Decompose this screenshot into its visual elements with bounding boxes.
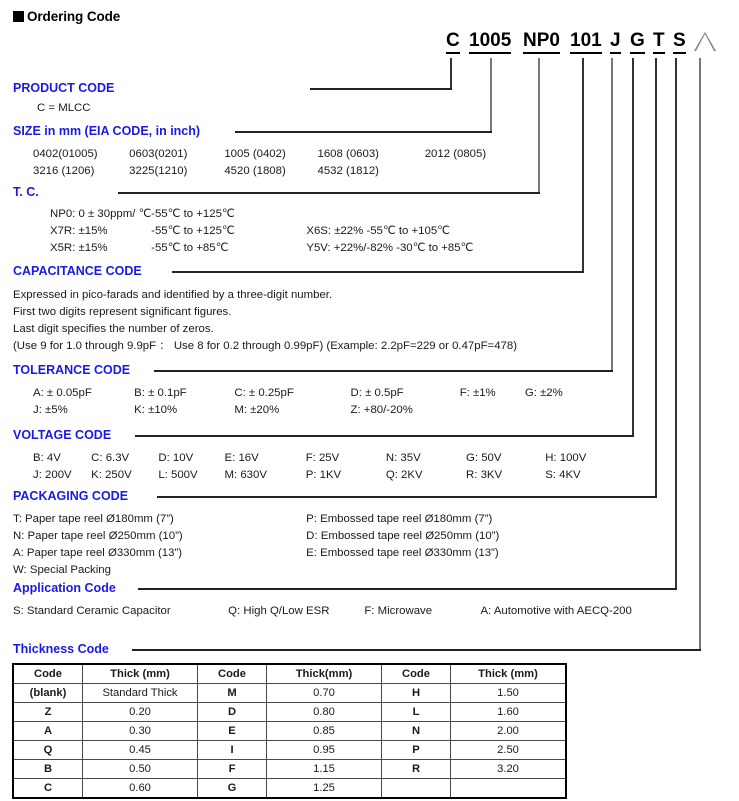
voltage-cell: G: 50V	[466, 452, 502, 464]
tolerance-cell: M: ±20%	[234, 404, 280, 416]
bullet-square-icon	[13, 11, 24, 22]
packaging-cell: D: Embossed tape reel Ø250mm (10”)	[306, 530, 500, 542]
section-heading-application-code: Application Code	[13, 581, 116, 595]
part-segment-voltage: G	[630, 30, 645, 54]
tolerance-cell: D: ± 0.5pF	[350, 387, 404, 399]
capacitance-line: Expressed in pico-farads and identified by a three-digit number.	[13, 289, 333, 301]
leader-run-thickness	[132, 649, 701, 651]
table-cell-thick: 0.70	[267, 684, 382, 703]
tc-cell: X5R: ±15%	[50, 242, 108, 254]
leader-run-application	[138, 588, 677, 590]
voltage-cell: N: 35V	[385, 452, 421, 464]
leader-drop-application	[675, 58, 677, 590]
voltage-cell: J: 200V	[33, 469, 72, 481]
table-header-row	[13, 664, 566, 684]
leader-drop-voltage	[632, 58, 634, 437]
table-cell-thick: 0.95	[267, 741, 382, 760]
table-cell-thick: 2.50	[451, 741, 567, 760]
leader-run-capacitance	[172, 271, 584, 273]
voltage-cell: S: 4KV	[545, 469, 581, 481]
size-cell: 0603(0201)	[129, 148, 188, 160]
table-header-cell: Code	[198, 664, 267, 684]
size-cell: 1608 (0603)	[317, 148, 379, 160]
packaging-cell: P: Embossed tape reel Ø180mm (7”)	[306, 513, 493, 525]
thickness-code-table	[12, 663, 567, 799]
table-cell-thick: 3.20	[451, 760, 567, 779]
tc-row	[50, 207, 235, 221]
capacitance-line: (Use 9 for 1.0 through 9.9pF ： Use 8 for 0.2 through 0.99pF) (Example: 2.2pF=229 or 0.47pF=478)	[13, 340, 518, 352]
table-cell-code: I	[198, 741, 267, 760]
tolerance-row	[33, 386, 563, 400]
table-cell-code: E	[198, 722, 267, 741]
packaging-cell: A: Paper tape reel Ø330mm (13”)	[13, 547, 183, 559]
table-cell-thick: 0.30	[83, 722, 198, 741]
application-cell: A: Automotive with AECQ-200	[480, 605, 632, 617]
table-row	[13, 779, 566, 799]
tc-row	[50, 241, 473, 255]
leader-drop-tc	[538, 58, 540, 194]
table-cell-thick: 0.45	[83, 741, 198, 760]
voltage-cell: M: 630V	[224, 469, 267, 481]
table-cell-code: Q	[13, 741, 83, 760]
voltage-cell: H: 100V	[545, 452, 587, 464]
table-row	[13, 722, 566, 741]
table-cell-thick: 1.15	[267, 760, 382, 779]
leader-drop-size	[490, 58, 492, 133]
part-segment-size: 1005	[469, 30, 511, 54]
application-cell: S: Standard Ceramic Capacitor	[13, 605, 171, 617]
table-cell-thick	[451, 779, 567, 799]
part-segment-product: C	[446, 30, 460, 54]
packaging-cell: E: Embossed tape reel Ø330mm (13”)	[306, 547, 499, 559]
packaging-row	[13, 529, 499, 543]
voltage-cell: F: 25V	[305, 452, 340, 464]
size-cell: 4520 (1808)	[224, 165, 286, 177]
table-cell-code: Z	[13, 703, 83, 722]
table-cell-thick: 0.80	[267, 703, 382, 722]
table-cell-code: H	[382, 684, 451, 703]
size-cell: 4532 (1812)	[317, 165, 379, 177]
table-cell-code: (blank)	[13, 684, 83, 703]
section-heading-voltage-code: VOLTAGE CODE	[13, 428, 112, 442]
table-cell-code: R	[382, 760, 451, 779]
table-cell-code: G	[198, 779, 267, 799]
part-segment-tolerance: J	[610, 30, 621, 54]
packaging-cell: N: Paper tape reel Ø250mm (10”)	[13, 530, 183, 542]
voltage-cell: K: 250V	[91, 469, 132, 481]
tolerance-cell: F: ±1%	[459, 387, 496, 399]
tc-row	[50, 224, 450, 238]
leader-run-tolerance	[154, 370, 613, 372]
table-cell-thick: 1.50	[451, 684, 567, 703]
section-heading-size-code: SIZE in mm (EIA CODE, in inch)	[13, 124, 201, 138]
capacitance-line: First two digits represent significant figures.	[13, 306, 232, 318]
size-cell: 0402(01005)	[33, 148, 98, 160]
size-code-row	[33, 147, 486, 161]
voltage-cell: L: 500V	[158, 469, 198, 481]
packaging-cell: W: Special Packing	[13, 564, 111, 576]
section-heading-tolerance-code: TOLERANCE CODE	[13, 363, 131, 377]
tc-cell: X7R: ±15%	[50, 225, 108, 237]
table-cell-code: A	[13, 722, 83, 741]
table-cell-thick: 0.20	[83, 703, 198, 722]
table-cell-thick: 2.00	[451, 722, 567, 741]
voltage-cell: C: 6.3V	[91, 452, 130, 464]
capacitance-line: Last digit specifies the number of zeros.	[13, 323, 214, 335]
table-row	[13, 684, 566, 703]
page-title-label: Ordering Code	[27, 9, 121, 24]
leader-run-packaging	[157, 496, 657, 498]
part-segment-tc: NP0	[523, 30, 560, 54]
part-segment-application: S	[673, 30, 686, 54]
tc-cell: NP0: 0 ± 30ppm/ ℃	[50, 208, 152, 220]
table-cell-code: L	[382, 703, 451, 722]
size-cell: 2012 (0805)	[424, 148, 487, 160]
table-row	[13, 760, 566, 779]
voltage-cell: Q: 2KV	[385, 469, 423, 481]
tc-cell: Y5V: +22%/-82% -30℃ to +85℃	[306, 242, 474, 254]
tolerance-cell: Z: +80/-20%	[350, 404, 413, 416]
tc-cell: X6S: ±22% -55℃ to +105℃	[306, 225, 450, 237]
voltage-cell: R: 3KV	[466, 469, 503, 481]
packaging-row	[13, 512, 492, 526]
table-header-cell: Code	[13, 664, 83, 684]
page-title	[13, 10, 120, 24]
section-heading-tc: T. C.	[13, 185, 39, 199]
product-code-line: C = MLCC	[37, 102, 91, 114]
table-row	[13, 703, 566, 722]
section-heading-packaging-code: PACKAGING CODE	[13, 489, 129, 503]
tc-cell: -55℃ to +85℃	[151, 242, 229, 254]
leader-run-size	[235, 131, 492, 133]
table-cell-code: P	[382, 741, 451, 760]
part-segment-packaging: T	[653, 30, 665, 54]
part-segment-capacitance: 101	[570, 30, 602, 54]
table-cell-code: D	[198, 703, 267, 722]
tolerance-cell: J: ±5%	[33, 404, 68, 416]
voltage-row	[33, 451, 586, 465]
table-header-cell: Code	[382, 664, 451, 684]
table-header-cell: Thick (mm)	[451, 664, 567, 684]
tolerance-cell: A: ± 0.05pF	[33, 387, 92, 399]
table-header-cell: Thick (mm)	[83, 664, 198, 684]
leader-run-product	[310, 88, 452, 90]
application-row	[13, 604, 632, 618]
leader-run-voltage	[135, 435, 634, 437]
table-cell-code: B	[13, 760, 83, 779]
leader-run-tc	[118, 192, 540, 194]
voltage-cell: D: 10V	[158, 452, 194, 464]
voltage-cell: P: 1KV	[305, 469, 342, 481]
table-cell-code: C	[13, 779, 83, 799]
application-cell: F: Microwave	[364, 605, 433, 617]
table-row	[13, 741, 566, 760]
leader-drop-tolerance	[611, 58, 613, 372]
table-cell-code: F	[198, 760, 267, 779]
tc-cell: -55℃ to +125℃	[151, 208, 235, 220]
size-cell: 1005 (0402)	[224, 148, 286, 160]
section-heading-product-code: PRODUCT CODE	[13, 81, 115, 95]
packaging-row	[13, 546, 499, 560]
table-cell-thick: 0.50	[83, 760, 198, 779]
table-cell-code: M	[198, 684, 267, 703]
leader-drop-packaging	[655, 58, 657, 498]
size-code-row	[33, 164, 379, 178]
table-cell-code	[382, 779, 451, 799]
size-cell: 3216 (1206)	[33, 165, 95, 177]
table-header-cell: Thick(mm)	[267, 664, 382, 684]
tolerance-cell: C: ± 0.25pF	[234, 387, 294, 399]
voltage-row	[33, 468, 581, 482]
voltage-cell: B: 4V	[33, 452, 61, 464]
section-heading-thickness-code: Thickness Code	[13, 642, 109, 656]
packaging-row	[13, 563, 111, 577]
table-cell-thick: 1.60	[451, 703, 567, 722]
leader-drop-thickness	[699, 58, 701, 651]
voltage-cell: E: 16V	[224, 452, 259, 464]
packaging-cell: T: Paper tape reel Ø180mm (7”)	[13, 513, 174, 525]
size-cell: 3225(1210)	[129, 165, 188, 177]
application-cell: Q: High Q/Low ESR	[228, 605, 330, 617]
tolerance-cell: B: ± 0.1pF	[134, 387, 187, 399]
tolerance-row	[33, 403, 413, 417]
section-heading-capacitance-code: CAPACITANCE CODE	[13, 264, 142, 278]
table-cell-thick: Standard Thick	[83, 684, 198, 703]
table-cell-thick: 1.25	[267, 779, 382, 799]
table-cell-thick: 0.85	[267, 722, 382, 741]
triangle-icon	[694, 32, 716, 51]
tolerance-cell: K: ±10%	[134, 404, 178, 416]
tc-cell: -55℃ to +125℃	[151, 225, 235, 237]
table-cell-thick: 0.60	[83, 779, 198, 799]
leader-drop-product	[450, 58, 452, 90]
tolerance-cell: G: ±2%	[524, 387, 563, 399]
leader-drop-capacitance	[582, 58, 584, 273]
table-cell-code: N	[382, 722, 451, 741]
